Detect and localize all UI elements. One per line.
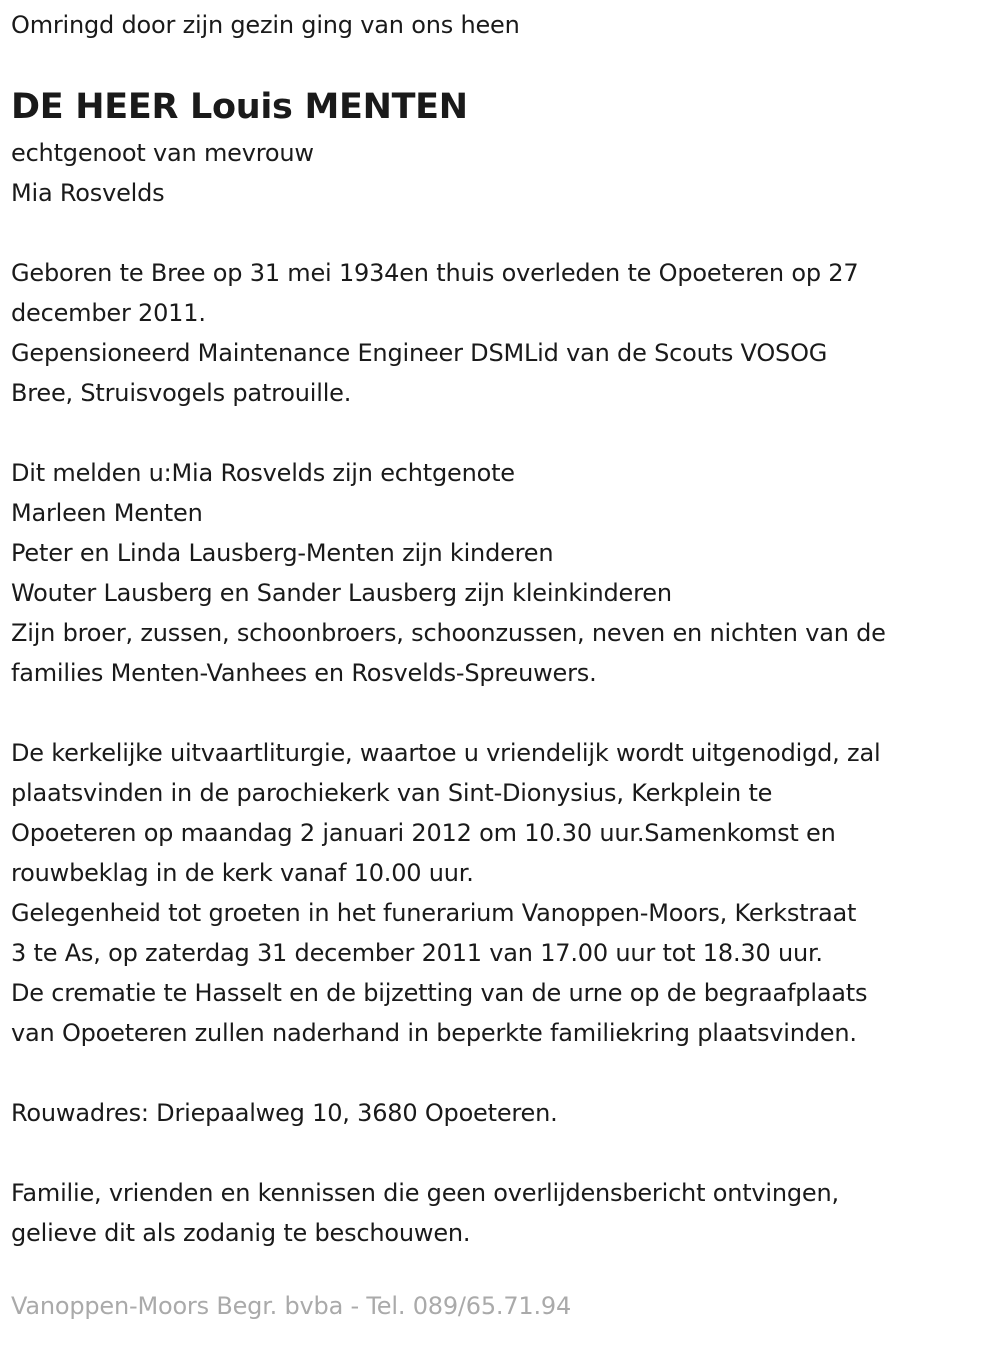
bio-line: Gepensioneerd Maintenance Engineer DSMLid van de Scouts VOSOG <box>11 339 828 367</box>
spouse-line: echtgenoot van mevrouw <box>11 139 314 167</box>
deceased-name: DE HEER Louis MENTEN <box>11 87 468 127</box>
ceremony-line: Opoeteren op maandag 2 januari 2012 om 10.30 uur.Samenkomst en <box>11 819 836 847</box>
mourning-address: Rouwadres: Driepaalweg 10, 3680 Opoeteren. <box>11 1099 558 1127</box>
family-block <box>11 453 991 693</box>
bio-line: december 2011. <box>11 299 206 327</box>
family-line: families Menten-Vanhees en Rosvelds-Spreuwers. <box>11 659 597 687</box>
ceremony-line: De kerkelijke uitvaartliturgie, waartoe u vriendelijk wordt uitgenodigd, zal <box>11 739 881 767</box>
ceremony-block <box>11 733 991 1053</box>
family-line: Marleen Menten <box>11 499 203 527</box>
spouse-block <box>11 133 991 213</box>
biography-block <box>11 253 991 413</box>
family-line: Zijn broer, zussen, schoonbroers, schoonzussen, neven en nichten van de <box>11 619 886 647</box>
ceremony-line: van Opoeteren zullen naderhand in beperkte familiekring plaatsvinden. <box>11 1019 857 1047</box>
family-line: Peter en Linda Lausberg-Menten zijn kinderen <box>11 539 554 567</box>
ceremony-line: Gelegenheid tot groeten in het funerarium Vanoppen-Moors, Kerkstraat <box>11 899 857 927</box>
closing-block <box>11 1173 991 1253</box>
death-notice <box>11 0 991 1326</box>
family-line: Dit melden u:Mia Rosvelds zijn echtgenote <box>11 459 515 487</box>
intro-text: Omringd door zijn gezin ging van ons heen <box>11 11 520 39</box>
ceremony-line: 3 te As, op zaterdag 31 december 2011 van 17.00 uur tot 18.30 uur. <box>11 939 823 967</box>
bio-line: Geboren te Bree op 31 mei 1934en thuis overleden te Opoeteren op 27 <box>11 259 859 287</box>
ceremony-line: De crematie te Hasselt en de bijzetting van de urne op de begraafplaats <box>11 979 868 1007</box>
closing-line: gelieve dit als zodanig te beschouwen. <box>11 1219 471 1247</box>
funeral-home-footer: Vanoppen-Moors Begr. bvba - Tel. 089/65.71.94 <box>11 1292 572 1320</box>
ceremony-line: plaatsvinden in de parochiekerk van Sint-Dionysius, Kerkplein te <box>11 779 773 807</box>
ceremony-line: rouwbeklag in de kerk vanaf 10.00 uur. <box>11 859 474 887</box>
closing-line: Familie, vrienden en kennissen die geen overlijdensbericht ontvingen, <box>11 1179 839 1207</box>
spouse-line: Mia Rosvelds <box>11 179 165 207</box>
bio-line: Bree, Struisvogels patrouille. <box>11 379 352 407</box>
family-line: Wouter Lausberg en Sander Lausberg zijn kleinkinderen <box>11 579 672 607</box>
